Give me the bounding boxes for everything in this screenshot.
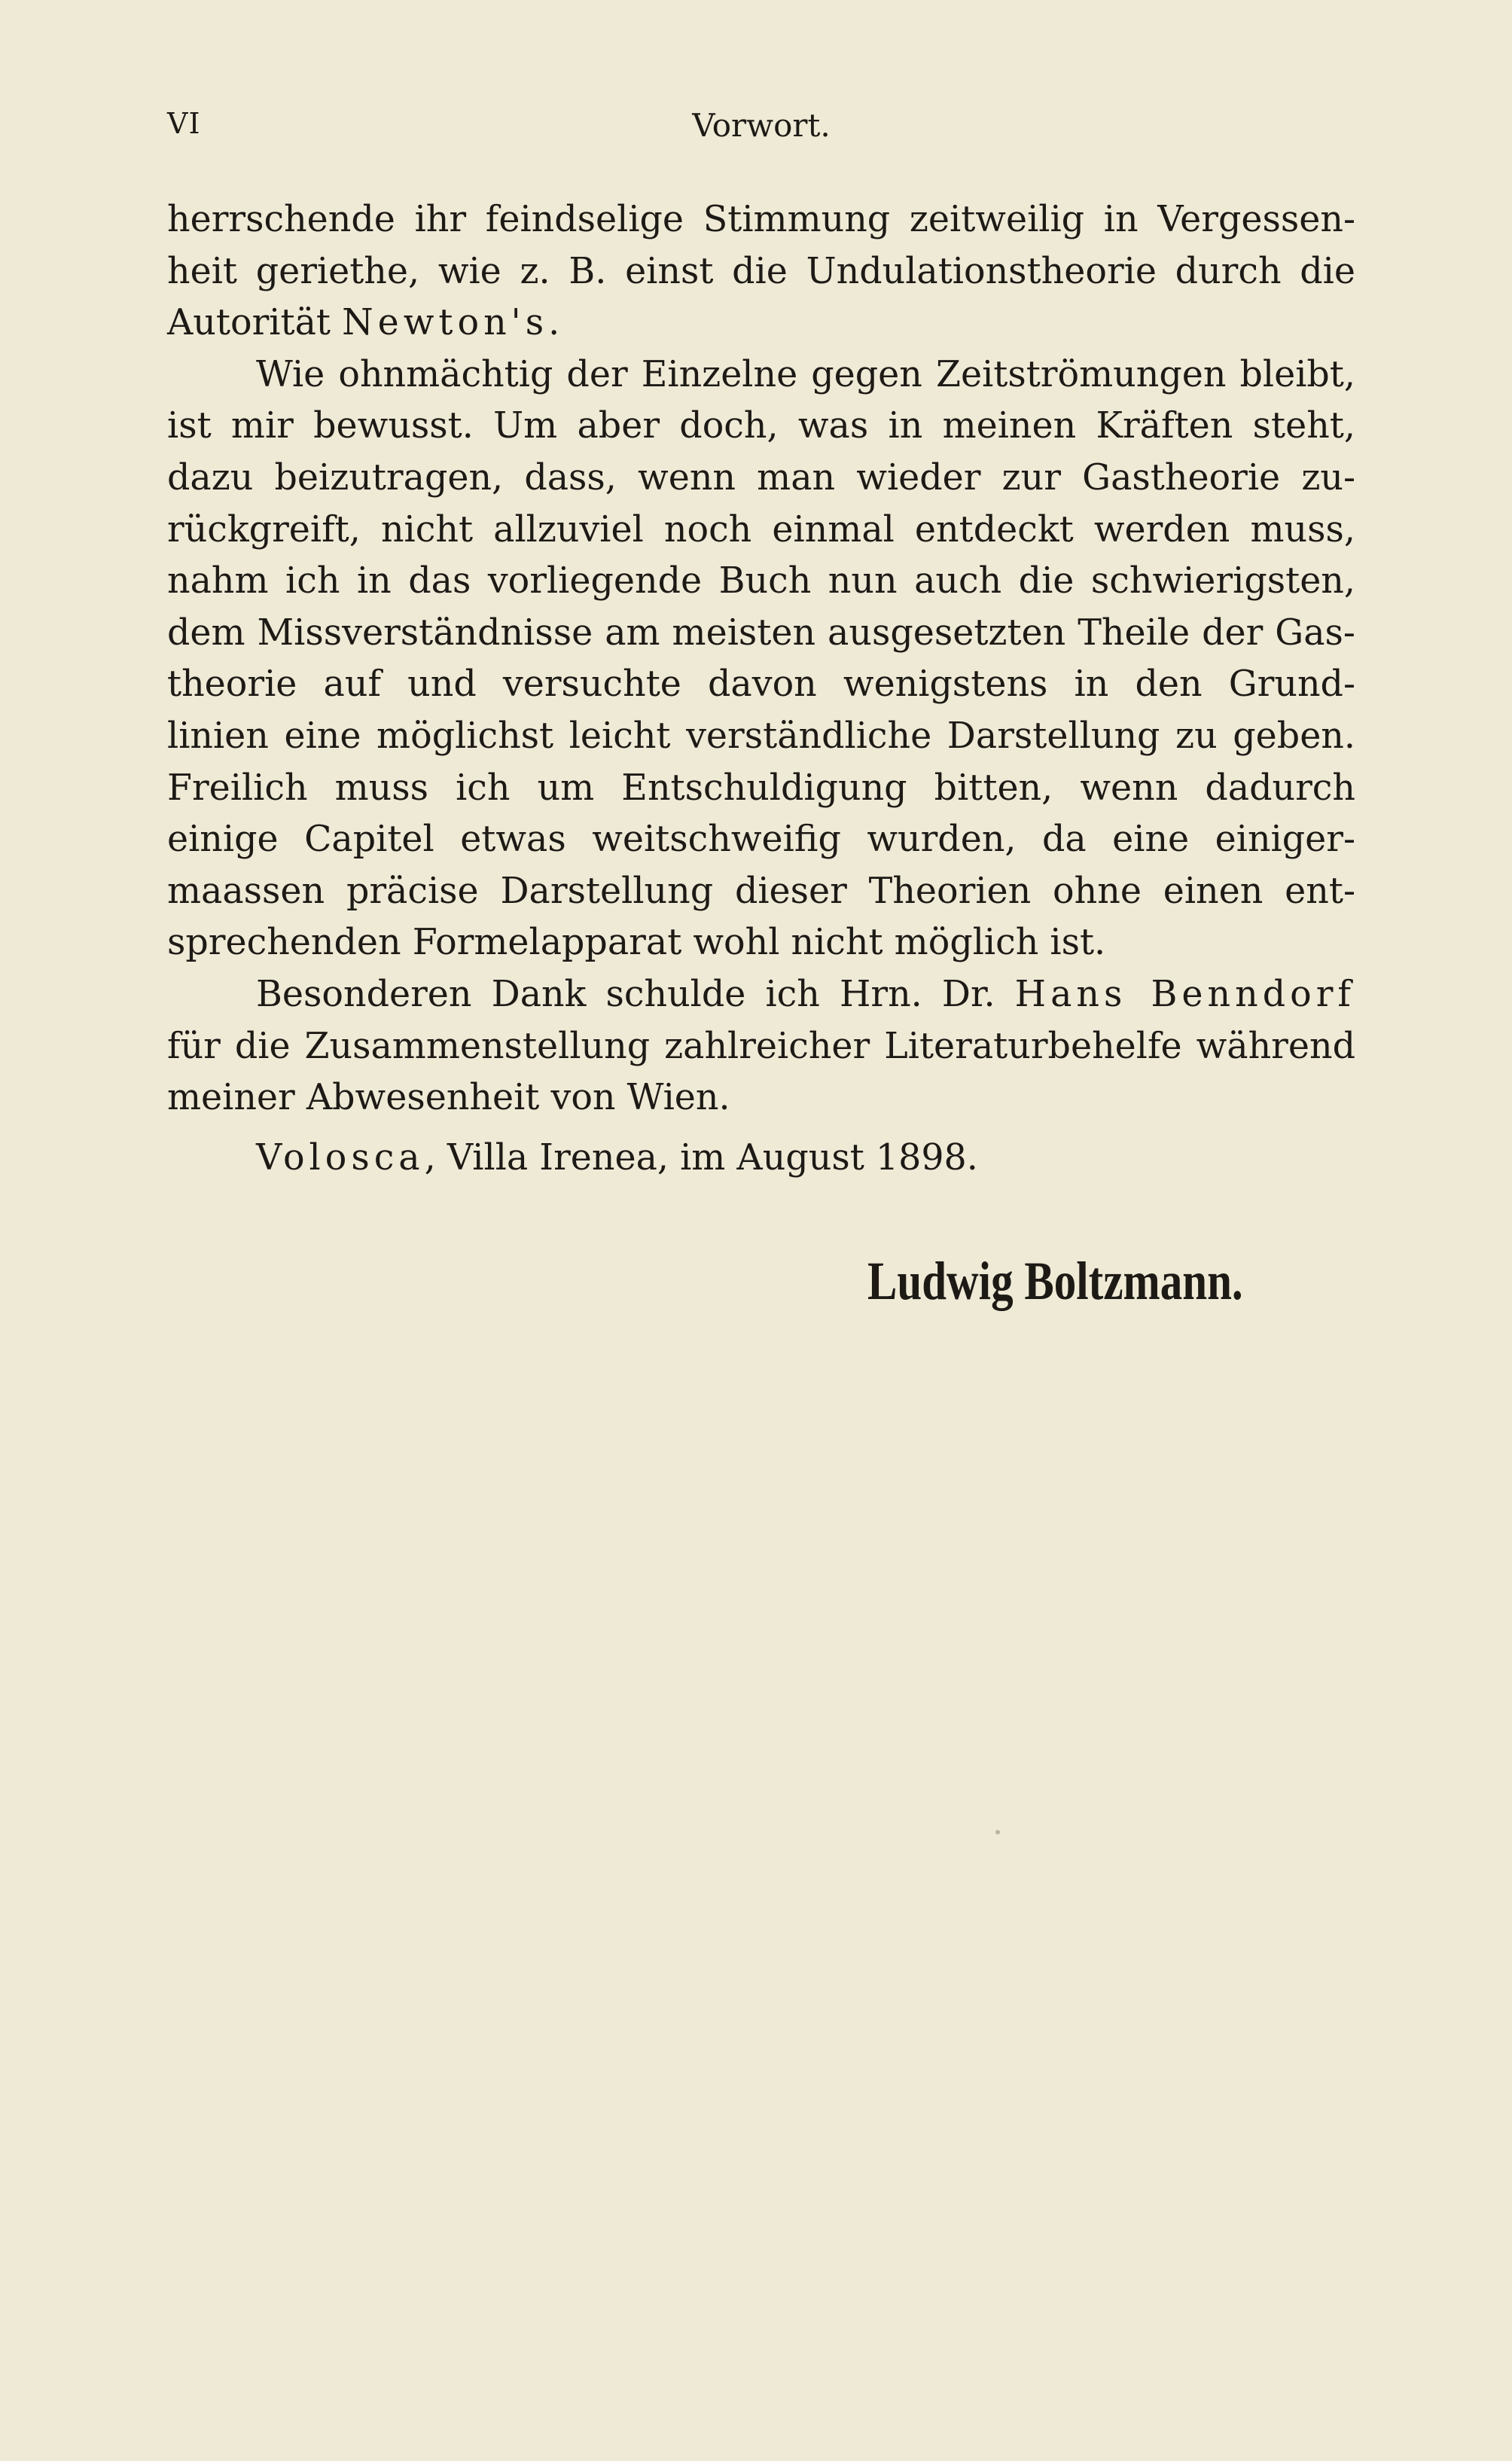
text-line: herrschende ihr feindselige Stimmung zeitweilig in Vergessen-: [167, 199, 1355, 240]
dateline-rest: , Villa Irenea, im August 1898.: [424, 1137, 978, 1179]
text-fragment: Besonderen Dank schulde ich Hrn. Dr.: [256, 973, 1015, 1015]
text-line: dazu beizutragen, dass, wenn man wieder zur Gastheorie zu-: [167, 456, 1355, 499]
dateline: [256, 1137, 978, 1179]
author-name-newton: Newton's: [342, 302, 549, 344]
text-line: maassen präcise Darstellung dieser Theorien ohne einen ent-: [167, 870, 1355, 912]
dateline-place: Volosca: [256, 1137, 425, 1179]
text-line: meiner Abwesenheit von Wien.: [167, 1077, 730, 1119]
text-line: Freilich muss ich um Entschuldigung bitten, wenn dadurch: [167, 767, 1355, 809]
body-text: [167, 194, 1355, 1124]
text-fragment: Autorität: [167, 302, 343, 344]
text-line: [167, 969, 1355, 1021]
page-number: VI: [167, 107, 201, 140]
paper-speck: [995, 1830, 1000, 1834]
text-line: ist mir bewusst. Um aber doch, was in meinen Kräften steht,: [167, 405, 1355, 447]
text-line: einige Capitel etwas weitschweifig wurden, da eine einiger-: [167, 819, 1355, 861]
text-line: für die Zusammenstellung zahlreicher Literaturbehelfe während: [167, 1025, 1355, 1067]
text-line: nahm ich in das vorliegende Buch nun auch die schwierigsten,: [167, 560, 1355, 602]
running-title: Vorwort.: [692, 107, 831, 144]
running-head: [167, 107, 1355, 152]
text-line: [167, 297, 1355, 349]
author-signature: Ludwig Boltzmann.: [867, 1251, 1243, 1311]
person-name-benndorf: Hans Benndorf: [1014, 973, 1355, 1015]
text-line: dem Missverständnisse am meisten ausgesetzten Theile der Gas-: [167, 611, 1355, 654]
text-line: linien eine möglichst leicht verständliche Darstellung zu geben.: [167, 715, 1355, 757]
text-line: sprechenden Formelapparat wohl nicht möglich ist.: [167, 922, 1106, 964]
text-line: heit geriethe, wie z. B. einst die Undulationstheorie durch die: [167, 250, 1355, 292]
text-line: theorie auf und versuchte davon wenigstens in den Grund-: [167, 663, 1355, 706]
text-line: Wie ohnmächtig der Einzelne gegen Zeitströmungen bleibt,: [256, 353, 1355, 395]
text-fragment: .: [548, 302, 560, 344]
text-line: rückgreift, nicht allzuviel noch einmal entdeckt werden muss,: [167, 508, 1355, 550]
